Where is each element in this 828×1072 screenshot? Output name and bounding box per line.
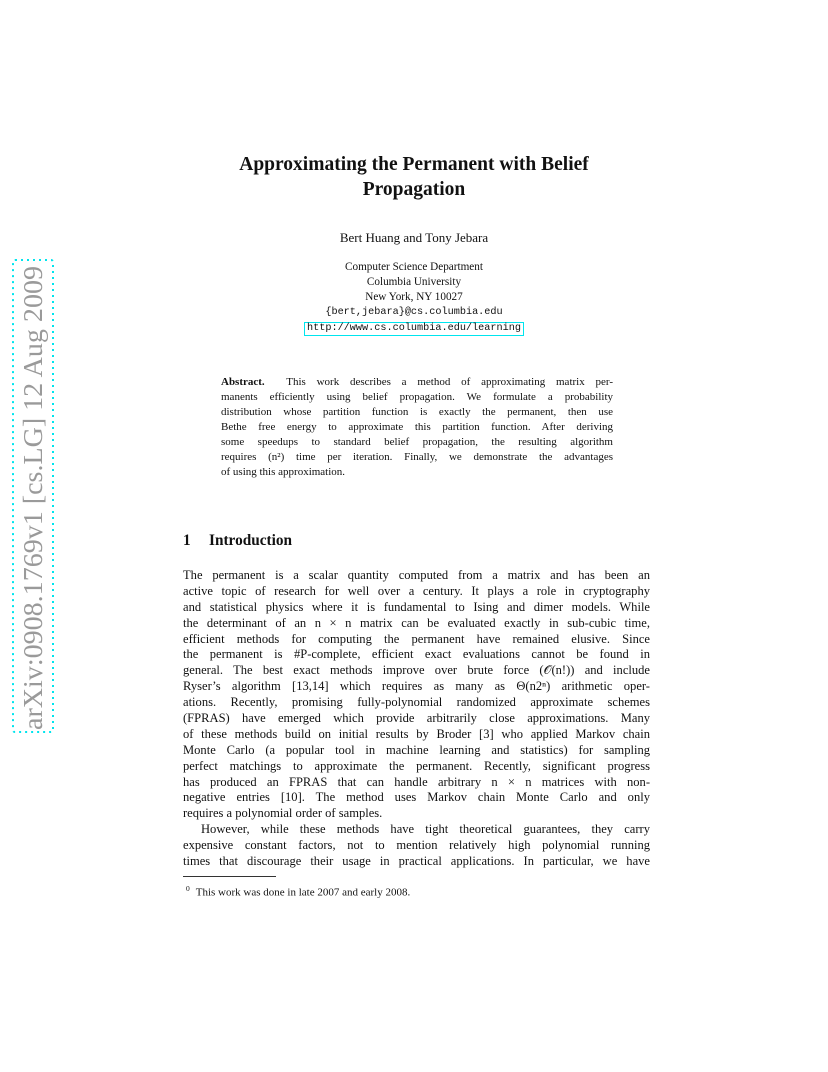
authors: Bert Huang and Tony Jebara (339, 230, 489, 245)
footnote-rule (183, 876, 276, 877)
title-line: Propagation (362, 179, 466, 200)
section-number: 1 (183, 532, 191, 549)
body-line: has produced an FPRAS that can handle arbitrary n × n matrices with non- (183, 774, 650, 789)
footnote (186, 884, 410, 899)
body-line: of these methods build on initial results by Broder [3] who applied Markov chain (183, 726, 650, 741)
body-line: requires a polynomial order of samples. (183, 806, 383, 821)
body-line: Monte Carlo (a popular tool in machine learning and statistics) for sampling (183, 742, 650, 757)
abstract-label: Abstract. (221, 376, 265, 388)
body-line: (FPRAS) have emerged which provide arbitrarily close approximations. Many (183, 711, 650, 726)
abstract-line: requires (n²) time per iteration. Finally, we demonstrate the advantages (221, 451, 613, 463)
abstract-text: This work describes a method of approximating matrix per- (286, 376, 613, 388)
body-line: the permanent is #P-complete, efficient exact evaluations cannot be found in (183, 647, 650, 662)
body-line: the determinant of an n × n matrix can be evaluated exactly in sub-cubic time, (183, 615, 650, 630)
footnote-mark: 0 (186, 884, 190, 893)
homepage-link[interactable]: http://www.cs.columbia.edu/learning (304, 322, 524, 336)
body-line: Ryser’s algorithm [13,14] which requires as many as Θ(n2ⁿ) arithmetic oper- (183, 679, 650, 694)
body-line: efficient methods for computing the permanent have remained elusive. Since (183, 631, 650, 646)
abstract-line: distribution whose partition function is exactly the permanent, then use (221, 406, 613, 418)
email: {bert,jebara}@cs.columbia.edu (325, 307, 503, 318)
department: Computer Science Department (345, 261, 483, 273)
arxiv-id: arXiv:0908.1769v1 [cs.LG] 12 Aug 2009 (17, 274, 48, 730)
title-line: Approximating the Permanent with Belief (239, 154, 589, 175)
abstract (221, 375, 613, 480)
abstract-line: some speedups to standard belief propagation, the resulting algorithm (221, 436, 613, 448)
body-line: and statistical physics where it is fundamental to Ising and dimer models. While (183, 599, 650, 614)
body-line: times that discourage their usage in practical applications. In particular, we have (183, 854, 650, 869)
body-text (183, 568, 650, 870)
footnote-text: This work was done in late 2007 and early 2008. (195, 886, 411, 899)
affiliation (200, 260, 628, 336)
abstract-line: manents efficiently using belief propagation. We formulate a probability (221, 391, 613, 403)
abstract-line: of using this approximation. (221, 466, 346, 478)
body-line: expensive constant factors, not to mention relatively high polynomial running (183, 838, 650, 853)
body-line: The permanent is a scalar quantity computed from a matrix and has been an (183, 568, 650, 582)
body-line: active topic of research for well over a century. It plays a role in cryptography (183, 583, 650, 598)
city: New York, NY 10027 (365, 291, 463, 303)
section-title: Introduction (209, 532, 293, 549)
arxiv-stamp[interactable] (5, 258, 59, 734)
body-line: ations. Recently, promising fully-polynomial randomized approximate schemes (183, 695, 650, 710)
body-line: negative entries [10]. The method uses Markov chain Monte Carlo and only (183, 790, 650, 805)
abstract-line (221, 375, 613, 390)
body-line: perfect matchings to approximate the permanent. Recently, significant progress (183, 758, 650, 773)
section-heading (183, 532, 292, 550)
abstract-line: Bethe free energy to approximate this partition function. After deriving (221, 421, 613, 433)
paper-title (150, 152, 678, 202)
body-line: However, while these methods have tight theoretical guarantees, they carry (201, 822, 650, 837)
university: Columbia University (366, 276, 462, 288)
body-line: general. The best exact methods improve over brute force (𝒪(n!)) and include (183, 663, 650, 678)
